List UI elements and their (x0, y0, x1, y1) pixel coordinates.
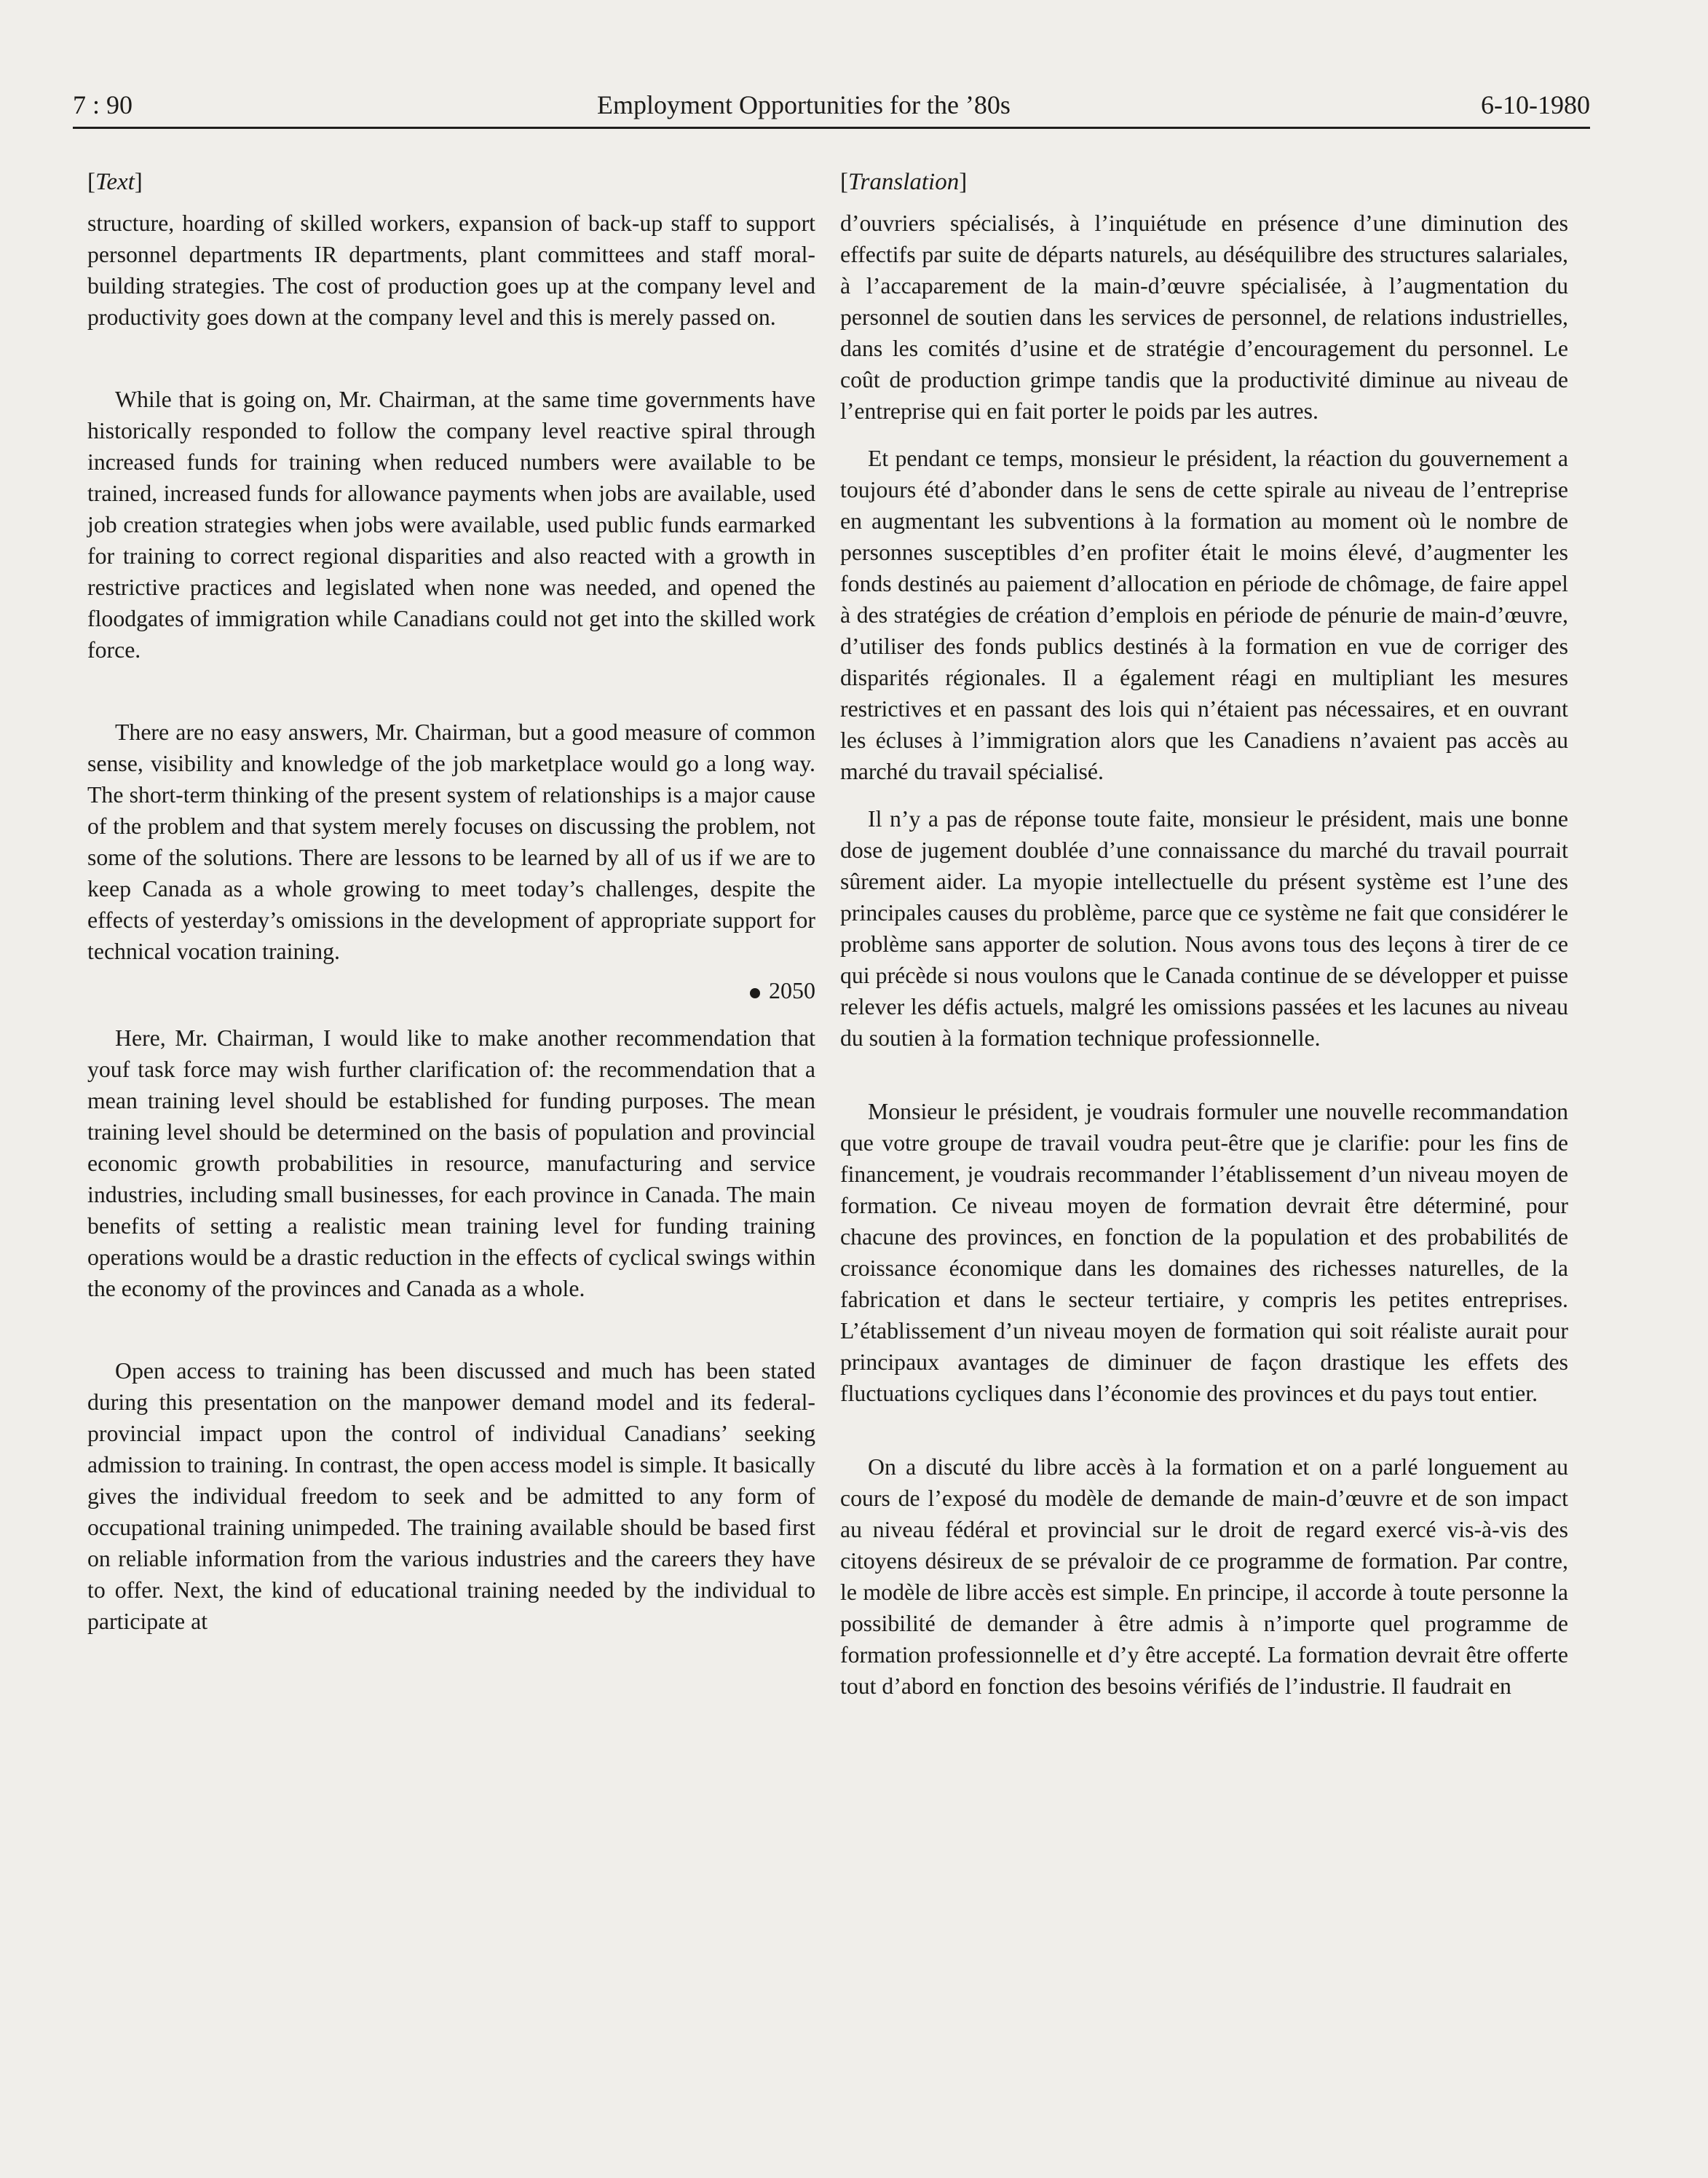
french-paragraph-4: Monsieur le président, je voudrais formuler une nouvelle recommandation que votre groupe de travail voudra peut-être que je clarifie: pour les fins de financement, je voudrais recommander l’établissement d’un niveau moyen de formation. Ce niveau moyen de formation devrait être déterminé, pour chacune des provinces, en fonction de la population et des probabilités de croissance économique dans les domaines des richesses naturelles, de la fabrication et dans le secteur tertiaire, y compris les petites entreprises. L’établissement d’un niveau moyen de formation qui soit réaliste aurait pour principaux avantages de diminuer de façon drastique les effets des fluctuations cycliques dans l’économie des provinces et du pays tout entier. (840, 1099, 1568, 1406)
translation-label: [Translation] (840, 169, 968, 195)
french-translation-column (840, 166, 1568, 1702)
english-paragraph-3: There are no easy answers, Mr. Chairman, but a good measure of common sense, visibility and knowledge of the job marketplace would go a long way. The short-term thinking of the present system of relationships is a major cause of the problem and that system merely focuses on discussing the problem, not some of the solutions. There are lessons to be learned by all of us if we are to keep Canada as a whole growing to meet today’s challenges, despite the effects of yesterday’s omissions in the development of appropriate support for technical vocation training. (87, 719, 815, 964)
english-paragraph-2: While that is going on, Mr. Chairman, at the same time governments have historically responded to follow the company level reactive spiral through increased funds for training when reduced numbers were available to be trained, increased funds for allowance payments when jobs are available, used job creation strategies when jobs were available, used public funds earmarked for training to correct regional disparities and also reacted with a growth in restrictive practices and legislated when none was needed, and opened the floodgates of immigration while Canadians could not get into the skilled work force. (87, 387, 815, 663)
translation-label-word: Translation (848, 169, 960, 195)
french-paragraph-2: Et pendant ce temps, monsieur le président, la réaction du gouvernement a toujours été d’abonder dans le sens de cette spirale au niveau de l’entreprise en augmentant les subventions à la formation au moment où le nombre de personnes susceptibles d’en profiter était le moins élevé, d’augmenter les fonds destinés au paiement d’allocation en période de chômage, de faire appel à des stratégies de création d’emplois en période de pénurie de main-d’œuvre, d’utiliser des fonds publics destinés à la formation en vue de corriger des disparités régionales. Il a également réagi en multipliant les mesures restrictives et en passant des lois qui n’étaient pas nécessaires, et en ouvrant les écluses à l’immigration alors que les Canadiens n’avaient pas accès au marché du travail spécialisé. (840, 446, 1568, 784)
french-paragraph-3: Il n’y a pas de réponse toute faite, monsieur le président, mais une bonne dose de jugement doublée d’une connaissance du marché du travail pourrait sûrement aider. La myopie intellectuelle du présent système est l’une des principales causes du problème, parce que ce système ne fait que considérer le problème sans apporter de solution. Nous avons tous des leçons à tirer de ce qui précède si nous voulons que le Canada continue de se développer et puisse relever les défis actuels, malgré les omissions passées et les lacunes au niveau du soutien à la formation technique professionnelle. (840, 806, 1568, 1051)
time-marker (87, 974, 815, 1006)
english-paragraph-5: Open access to training has been discussed and much has been stated during this presentation on the manpower demand model and its federal-provincial impact upon the control of individual Canadians’ seeking admission to training. In contrast, the open access model is simple. It basically gives the individual freedom to seek and be admitted to any form of occupational training unimpeded. The training available should be based first on reliable information from the various industries and the careers they have to offer. Next, the kind of educational training needed by the individual to participate at (87, 1358, 815, 1634)
page-header (73, 86, 1590, 129)
french-paragraph-5: On a discuté du libre accès à la formation et on a parlé longuement au cours de l’exposé du modèle de demande de main-d’œuvre et de son impact au niveau fédéral et provincial sur le droit de regard exercé vis-à-vis des citoyens désireux de se prévaloir de ce programme de formation. Par contre, le modèle de libre accès est simple. En principe, il accorde à toute personne la possibilité de demander à être admis à n’importe quel programme de formation professionnelle et d’y être accepté. La formation devrait être offerte tout d’abord en fonction des besoins vérifiés de l’industrie. Il faudrait en (840, 1454, 1568, 1699)
bullet-icon (750, 988, 760, 998)
text-label-word: Text (95, 169, 135, 195)
text-label: [Text] (87, 169, 143, 195)
english-paragraph-4: Here, Mr. Chairman, I would like to make another recommendation that youf task force may wish further clarification of: the recommendation that a mean training level should be established for funding purposes. The mean training level should be determined on the basis of population and provincial economic growth probabilities in resource, manufacturing and service industries, including small businesses, for each province in Canada. The main benefits of setting a realistic mean training level for funding training operations would be a drastic reduction in the effects of cyclical swings within the economy of the provinces and Canada as a whole. (87, 1025, 815, 1301)
english-paragraph-1: structure, hoarding of skilled workers, expansion of back-up staff to support personnel departments IR departments, plant committees and staff moral-building strategies. The cost of production goes up at the company level and productivity goes down at the company level and this is merely passed on. (87, 210, 815, 330)
header-date: 6-10-1980 (1481, 90, 1590, 119)
french-paragraph-1: d’ouvriers spécialisés, à l’inquiétude en présence d’une diminution des effectifs par suite de départs naturels, au déséquilibre des structures salariales, à l’accaparement de la main-d’œuvre spécialisée, à l’augmentation du personnel de soutien dans les services de personnel, de relations industrielles, dans les comités d’usine et de stratégie d’encouragement du personnel. Le coût de production grimpe tandis que la productivité diminue au niveau de l’entreprise qui en fait porter le poids par les autres. (840, 210, 1568, 424)
page-number: 7 : 90 (73, 90, 133, 119)
running-title: Employment Opportunities for the ’80s (597, 90, 1011, 119)
time-marker-value: 2050 (769, 977, 815, 1003)
english-text-column (87, 166, 815, 1637)
